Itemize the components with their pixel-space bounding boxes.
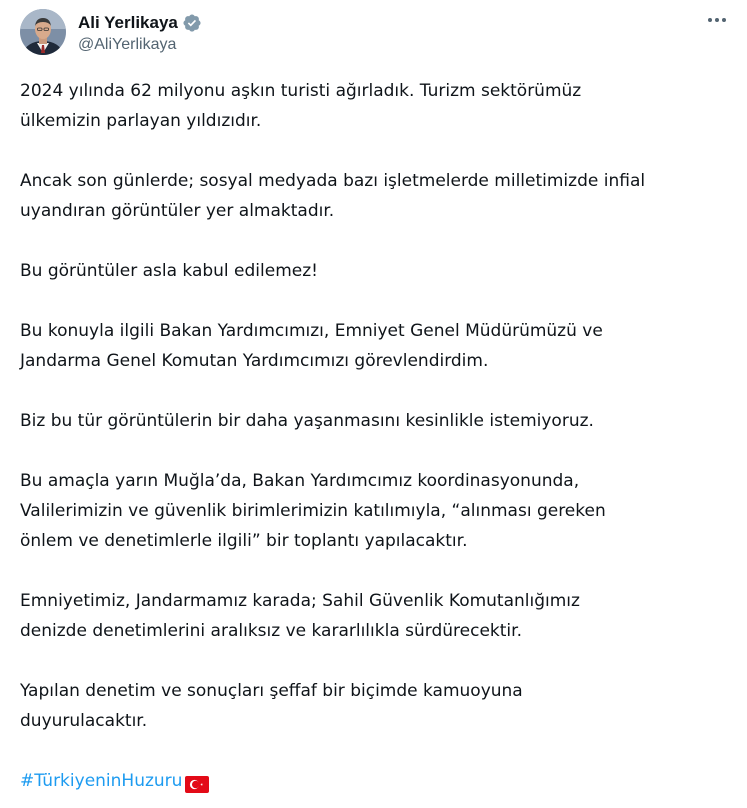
tweet-paragraph: Bu amaçla yarın Muğla’da, Bakan Yardımcımız koordinasyonunda, Valilerimizin ve güvenlik birimlerimizin katılımıyla, “alınması gereken önlem ve denetimlerle ilgili” bir toplantı yapılacaktır. <box>20 471 606 551</box>
tweet-paragraph: Bu konuyla ilgili Bakan Yardımcımızı, Emniyet Genel Müdürümüzü ve Jandarma Genel Komutan Yardımcımızı görevlendirdim. <box>20 321 603 371</box>
author-handle[interactable]: @AliYerlikaya <box>78 35 177 53</box>
tweet-paragraph: Yapılan denetim ve sonuçları şeffaf bir biçimde kamuoyuna duyurulacaktır. <box>20 681 523 731</box>
more-options-icon[interactable] <box>705 12 729 28</box>
hashtag-link[interactable]: #TürkiyeninHuzuru <box>20 771 183 791</box>
tweet-header <box>20 6 202 58</box>
turkey-flag-icon <box>185 773 209 790</box>
author-display-name[interactable]: Ali Yerlikaya <box>78 12 178 32</box>
name-row <box>78 11 202 35</box>
profile-avatar[interactable] <box>20 9 66 55</box>
hashtag-line <box>20 766 732 796</box>
tweet-paragraph: 2024 yılında 62 milyonu aşkın turisti ağırladık. Turizm sektörümüz ülkemizin parlayan yıldızıdır. <box>20 81 582 131</box>
tweet-paragraph: Ancak son günlerde; sosyal medyada bazı işletmelerde milletimizde infial uyandıran görüntüler yer almaktadır. <box>20 171 646 221</box>
tweet-paragraph: Biz bu tür görüntülerin bir daha yaşanmasını kesinlikle istemiyoruz. <box>20 411 594 431</box>
tweet-paragraph: Emniyetimiz, Jandarmamız karada; Sahil Güvenlik Komutanlığımız denizde denetimlerini aralıksız ve kararlılıkla sürdürecektir. <box>20 591 580 641</box>
tweet-text <box>20 76 732 796</box>
verified-badge-icon[interactable] <box>182 13 202 33</box>
tweet-paragraph: Bu görüntüler asla kabul edilemez! <box>20 261 318 281</box>
author-names <box>78 11 202 54</box>
